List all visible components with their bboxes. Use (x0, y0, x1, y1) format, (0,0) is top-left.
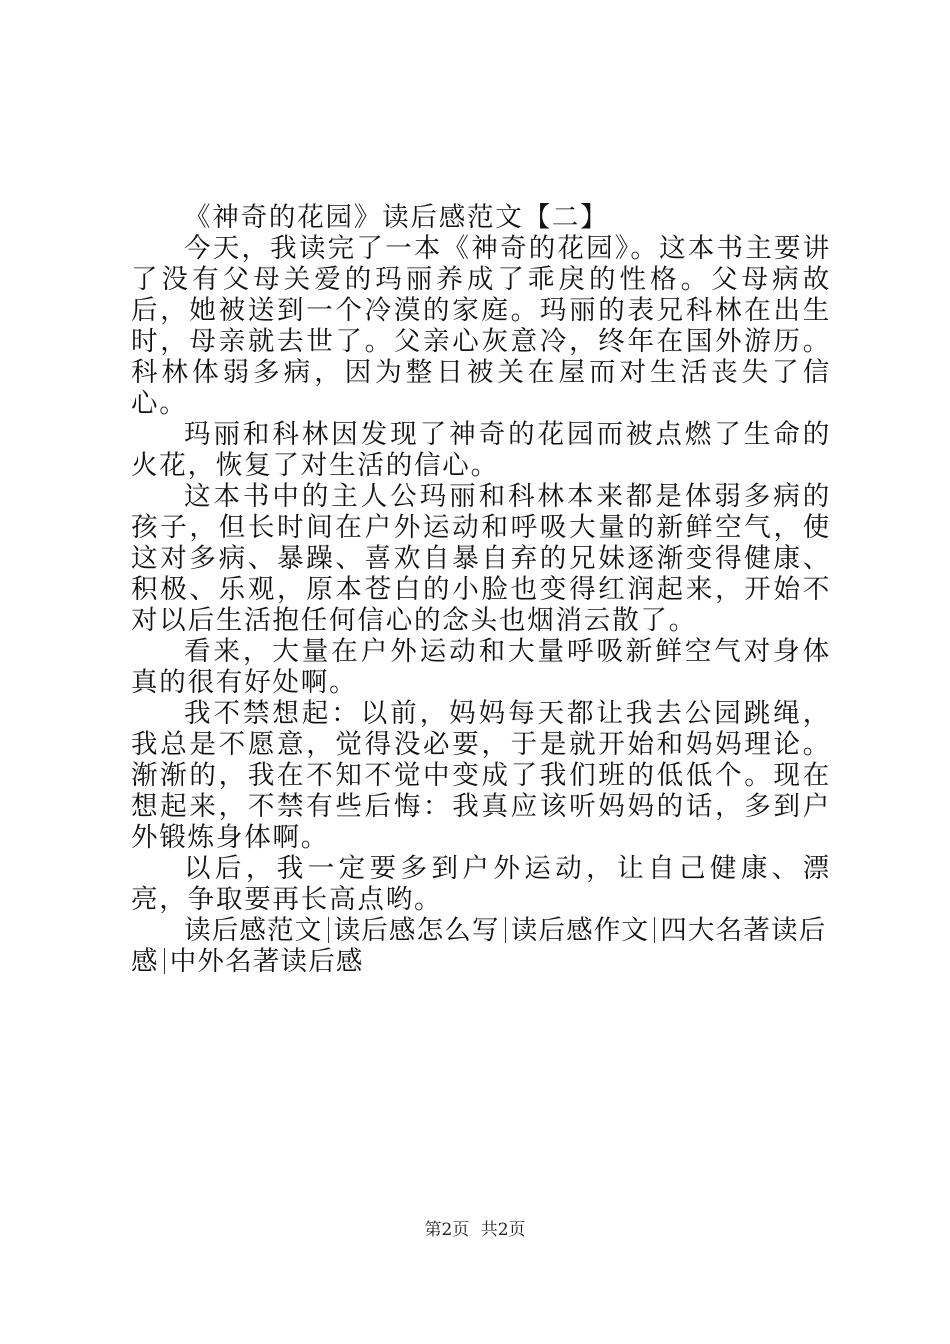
document-body (131, 202, 831, 977)
paragraph-5: 我不禁想起：以前，妈妈每天都让我去公园跳绳，我总是不愿意，觉得没必要，于是就开始和妈妈理论。渐渐的，我在不知不觉中变成了我们班的低低个。现在想起来，不禁有些后悔：我真应该听妈妈的话，多到户外锻炼身体啊。 (131, 698, 831, 853)
document-title: 《神奇的花园》读后感范文【二】 (184, 202, 609, 233)
link-reading-essay-samples[interactable]: 读后感范文 (184, 915, 323, 946)
paragraph-1: 今天，我读完了一本《神奇的花园》。这本书主要讲了没有父母关爱的玛丽养成了乖戾的性格。父母病故后，她被送到一个冷漠的家庭。玛丽的表兄科林在出生时，母亲就去世了。父亲心灰意冷，终年在国外游历。科林体弱多病，因为整日被关在屋而对生活丧失了信心。 (131, 233, 831, 419)
page-number: 第2页 (424, 1220, 470, 1240)
paragraph-3: 这本书中的主人公玛丽和科林本来都是体弱多病的孩子，但长时间在户外运动和呼吸大量的新鲜空气，使这对多病、暴躁、喜欢自暴自弃的兄妹逐渐变得健康、积极、乐观，原本苍白的小脸也变得红润起来，开始不对以后生活抱任何信心的念头也烟消云散了。 (131, 481, 831, 636)
link-separator (505, 917, 506, 943)
paragraph-6: 以后，我一定要多到户外运动，让自己健康、漂亮，争取要再长高点哟。 (131, 853, 831, 915)
page-footer (0, 1215, 950, 1240)
link-four-classics[interactable]: 四大名著读后感 (131, 915, 827, 977)
paragraph-2: 玛丽和科林因发现了神奇的花园而被点燃了生命的火花，恢复了对生活的信心。 (131, 419, 831, 481)
page-total: 共2页 (480, 1220, 526, 1240)
link-world-classics[interactable]: 中外名著读后感 (169, 946, 364, 977)
link-reading-essay[interactable]: 读后感作文 (510, 915, 650, 946)
link-how-to-write[interactable]: 读后感怎么写 (333, 915, 500, 946)
related-links (131, 915, 831, 977)
link-separator (654, 917, 655, 943)
paragraph-4: 看来，大量在户外运动和大量呼吸新鲜空气对身体真的很有好处啊。 (131, 636, 831, 698)
link-separator (328, 917, 329, 943)
link-separator (164, 948, 165, 974)
